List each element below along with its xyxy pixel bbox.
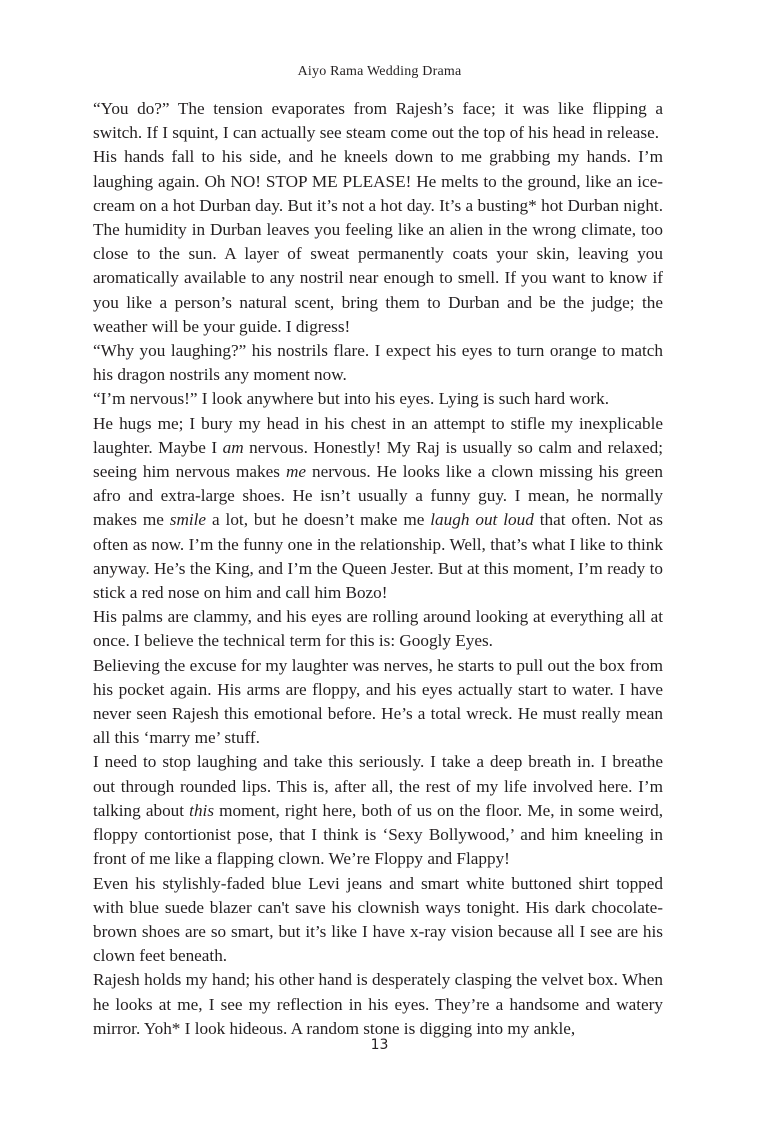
emphasis: am	[222, 437, 244, 457]
emphasis: smile	[169, 510, 207, 530]
page-number: 13	[370, 1037, 389, 1053]
paragraph: Even his stylishly-faded blue Levi jeans and smart white buttoned shirt topped with blue suede blazer can't save his clownish ways tonight. His dark chocolate-brown shoes are so smart, but it’s like I have x-ray vision because all I see are his clown feet beneath.	[93, 873, 663, 966]
emphasis: me	[285, 462, 306, 482]
running-header: Aiyo Rama Wedding Drama	[297, 64, 462, 79]
paragraph: Rajesh holds my hand; his other hand is desperately clasping the velvet box. When he looks at me, I see my reflection in his eyes. They’re a handsome and watery mirror. Yoh* I look hideous. A random stone is digging into my ankle,	[93, 970, 663, 1038]
paragraph: I need to stop laughing and take this seriously. I take a deep breath in. I breathe out through rounded lips. This is, after all, the rest of my life involved here. I’m talking about this moment, right here, both of us on the floor. Me, in some weird, floppy contortionist pose, that I think is ‘Sexy Bollywood,’ and him kneeling in front of me like a flapping clown. We’re Floppy and Flappy!	[93, 752, 663, 869]
emphasis: this	[189, 800, 215, 820]
paragraph: Believing the excuse for my laughter was nerves, he starts to pull out the box from his pocket again. His arms are floppy, and his eyes actually start to water. I have never seen Rajesh this emotional before. He’s a total wreck. He must really mean all this ‘marry me’ stuff.	[93, 655, 663, 748]
paragraph: “You do?” The tension evaporates from Rajesh’s face; it was like flipping a switch. If I squint, I can actually see steam come out the top of his head in release.	[93, 99, 663, 143]
paragraph: “Why you laughing?” his nostrils flare. I expect his eyes to turn orange to match his dragon nostrils any moment now.	[93, 341, 663, 385]
paragraph: “I’m nervous!” I look anywhere but into his eyes. Lying is such hard work.	[93, 389, 609, 409]
paragraph: His hands fall to his side, and he kneels down to me grabbing my hands. I’m laughing again. Oh NO! STOP ME PLEASE! He melts to the ground, like an ice-cream on a hot Durban day. But it’s not a hot day. It’s a busting* hot Durban night. The humidity in Durban leaves you feeling like an alien in the wrong climate, too close to the sun. A layer of sweat permanently coats your skin, leaving you aromatically available to any nostril near enough to smell. If you want to know if you like a person’s natural scent, bring them to Durban and be the judge; the weather will be your guide. I digress!	[93, 147, 663, 336]
paragraph: He hugs me; I bury my head in his chest in an attempt to stifle my inexplicable laughter. Maybe I am nervous. Honestly! My Raj is usually so calm and relaxed; seeing him nervous makes me nervous. He looks like a clown missing his green afro and extra-large shoes. He isn’t usually a funny guy. I mean, he normally makes me smile a lot, but he doesn’t make me laugh out loud that often. Not as often as now. I’m the funny one in the relationship. Well, that’s what I like to think anyway. He’s the King, and I’m the Queen Jester. But at this moment, I’m ready to stick a red nose on him and call him Bozo!	[93, 413, 663, 603]
paragraph: His palms are clammy, and his eyes are rolling around looking at everything all at once. I believe the technical term for this is: Googly Eyes.	[93, 607, 663, 651]
body-text	[93, 97, 663, 1041]
emphasis: laugh out loud	[430, 510, 534, 530]
